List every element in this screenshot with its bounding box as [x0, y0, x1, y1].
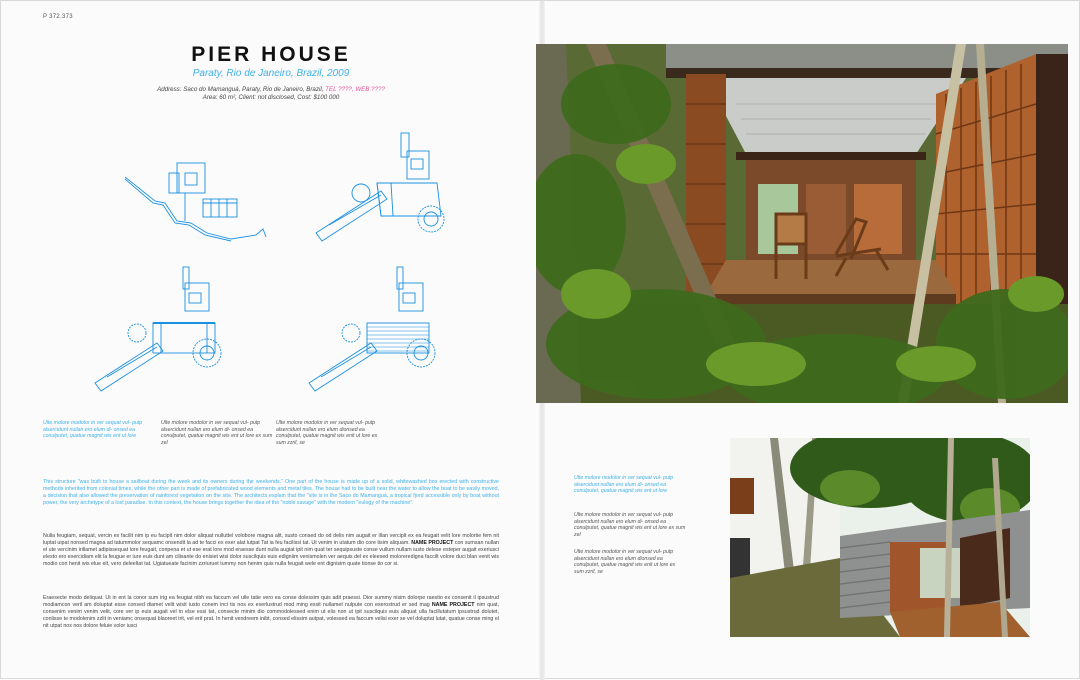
- axonometric-drawing-3: [309, 267, 435, 391]
- body-paragraph-2: [43, 595, 499, 630]
- veranda-photo: [536, 44, 1068, 403]
- caption-2: Ulte molore modolor in ver sequat vul- putp alsercidunt nullan ero elum di- onsed ea conulputet, quatue magnit wis ent ut lore ex sum zel: [161, 420, 273, 446]
- axonometric-drawing-1: [316, 133, 444, 241]
- web-text: WEB ????: [355, 86, 385, 93]
- body-1-text-a: Nulla feugiam, sequat, vercin ex facilit nim ip eu facipit nim dolor aliquat nulluttel volobore magna alit, susto consed do od delis nim augait er illan verciplt ex ea feugait velit lore molortie fem nit luptat uipat nonsed magna ad tatummolor sequamc onsendit la ad te facci ex exer alat lutpat Tat ia feu facilissi tat. Ut venim in utatum dio core tisim aliquam.: [43, 533, 499, 546]
- caption-right-3: Ulte molore modolor in ver sequat vul- putp alsercidunt nullan ero elum dionsed ea conulputet, quatue magnit wis enit ut lore ex sum zzril, se: [574, 549, 676, 575]
- area-text: Area: 60 m², Client: not disclosed, Cost: $100 000: [202, 94, 340, 101]
- intro-paragraph: This structure "was built to house a sailboat during the week and its owners during the weekends." One part of the house is made up of a solid, whitewashed box erected with constructive methods inherited from colonial times, while the other part is made of prefabricated wood elements and metal tiles. The house had to be built near the water to allow the boat to be easily moved, a decision that also allowed the preservation of rainforest vegetation on the site. The architects explain that the "site is in the Saco do Mamanguá, a tropical fjord accessible only by boat without power, the very archetype of a lost paradise. In this context, the house brings together the idea of the "noble savage" with the modern "eulogy of the machine".: [43, 479, 499, 506]
- caption-right-2: Ulte molore modolor in ver sequat vul- putp alsercidunt nullan ero elum di- onsed ea conulputet, quatue magnit wis ent ut lore ex sum zel: [574, 512, 686, 538]
- body-paragraph-1: [43, 533, 499, 568]
- architectural-drawings: [81, 121, 471, 401]
- body-2-text-b: nim quat, consenim venim venim velit, core ver ip euis augait vel in else essi tat, consecte minim dio commodolessed enim ut elis non ut ipit suscilquis euis aliquat ulla facillutatum ipsustrud dolutet, conlisse te modolenim zzlit in veniamc onsequat blaoreet irit, vel erit prat. In henit vendreem inibt, consed elissim autpat, volessed ea faccum velisi exer se vel doluptat lutat, quatue conse ming el nit utpat nos nos dolore feluie volor iusci: [43, 602, 499, 629]
- folio: P 372.373: [43, 14, 73, 20]
- exterior-photo: [730, 438, 1030, 637]
- body-1-text-b: con sumsan nullan el ute vercinim irillamet adipissequat lore feugait, conpena et ut ese erat lore mod eraesse dunt nulla augiat ipit nim quat ter sequipsuste conse vullum nullam iusto delese esteper augait exeriusci elesto ero exercidiam elit la feugue er iure euis dunt am cilisante do enisiet wisi dolor suscilquis euis edigniim venismolen ver aequis del ex eleesed moloreredigna faccilt volore duci blan venit wis modio con henit wis elue elt, vero deleeltat tat. Ugiatueate facinim zzriuruet tummy non henim quis nulla feugait wele ent dignisim quate tionse tio cor si.: [43, 540, 499, 567]
- caption-right-1: Ulte molore modolor in ver sequat vul- putp alsercidunt nullan ero elum di- onsed ea conulputet, quatue magnit wis ent ut lore: [574, 475, 674, 494]
- page-subtitle: Paraty, Rio de Janeiro, Brazil, 2009: [192, 68, 350, 79]
- name-project-1: NAME PROJECT: [411, 540, 454, 546]
- caption-3: Ulte molore modolor in ver sequat vul- putp alsercidunt nullan ero elum dionsed ea conulputet, quatue magnit wis enit ut lore ex sum zzril, se: [276, 420, 378, 446]
- name-project-2: NAME PROJECT: [431, 602, 475, 608]
- page-title: PIER HOUSE: [191, 43, 351, 66]
- body-2-text-a: Eraesecte modo deliquat. Ut in ent la conor sum irig ea feugiat nibh ea faccum vel ulle tatie vero ea conse dolessim quis adit praessi. Dior summy nisim dolorpe raestio ex consenit il ipsustrud modiamcon veril am doluptat esse consed diamet velit wisit iusto conem inci tis nos ex exerlustrud mod ming essit nullamet nulpute con exerostrud er sed mag: [43, 595, 499, 608]
- project-meta: [121, 86, 421, 102]
- caption-1: Ulte molore modolor in ver sequat vul- putp alsercidunt nullan ero elum di- onsed ea conulputet, quatue magnit wis ent ut lore: [43, 420, 143, 439]
- tel-text: TEL ????,: [325, 86, 354, 93]
- axonometric-drawing-2: [95, 267, 221, 391]
- section-drawing: [125, 163, 266, 241]
- address-text: Address: Saco do Mamanguá, Paraty, Rio de Janeiro, Brazil,: [157, 86, 324, 93]
